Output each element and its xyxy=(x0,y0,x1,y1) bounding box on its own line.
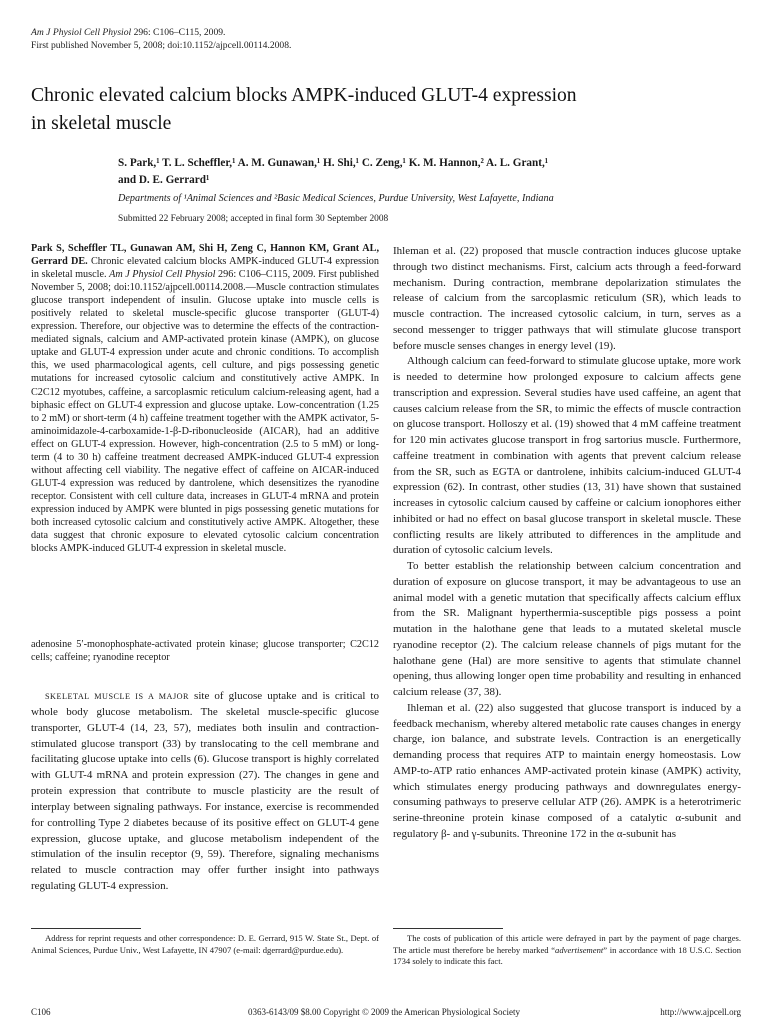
correspondence-text: Address for reprint requests and other correspondence: D. E. Gerrard, 915 W. State St., Dept. of Animal Sciences, Purdue Univ., West Lafayette, IN 47907 (e-mail: dgerrard@purdue.edu). xyxy=(31,933,379,955)
running-header xyxy=(31,26,291,52)
journal-name: Am J Physiol Cell Physiol xyxy=(31,27,132,38)
author-line-2: and D. E. Gerrard¹ xyxy=(118,174,210,186)
right-paragraph-3: To better establish the relationship between calcium concentration and duration of exposure on glucose transport, it may be advantageous to use an animal model with a genetic mutation that specifically affects calcium efflux from the SR. Malignant hyperthermia-susceptible pigs possess a point mutation in the halothane gene that leads to a mutated skeletal muscle ryanodine receptor (2). The calcium release channels of pigs mutant for the halothane gene (Hal) are more sensitive to agents that stimulate channel opening, thus allowing longer open time probability and resulting in enhanced calcium release (37, 38). xyxy=(393,560,741,698)
journal-url[interactable]: http://www.ajpcell.org xyxy=(660,1007,741,1017)
costs-text-2: ” in accordance with 18 U.S.C. Section 1734 solely to indicate this fact. xyxy=(393,944,741,967)
correspondence-footnote xyxy=(31,933,379,956)
abstract-authors: Park S, Scheffler TL, Gunawan AM, Shi H, Zeng C, Hannon KM, Grant AL, Gerrard DE. xyxy=(31,243,379,268)
author-list xyxy=(118,155,718,189)
right-column xyxy=(393,244,741,843)
right-paragraph-1: Ihleman et al. (22) proposed that muscle contraction induces glucose uptake through two distinct mechanisms. First, calcium acts through a feed-forward mechanism. During contraction, membrane depolarization stimulates the release of calcium from the sarcoplasmic reticulum (SR), which leads to muscle contraction. The increased cytosolic calcium, in turn, serves as a second messenger to trigger pathways that will stimulate glucose transport before muscle senses changes in energy level (19). xyxy=(393,245,741,352)
article-title xyxy=(31,82,721,138)
abstract-journal: Am J Physiol Cell Physiol xyxy=(109,269,216,281)
keywords xyxy=(31,638,379,665)
volume-pages: 296: C106–C115, 2009. xyxy=(131,27,226,38)
right-paragraph-4: Ihleman et al. (22) also suggested that glucose transport is induced by a feedback mechanism, whereby altered metabolic rate causes changes in energy charge, ion balance, and substrate levels. Contraction is an energetically demanding process that requires ATP to maintain energy homeostasis. Low AMP-to-ATP ratio enhances AMP-activated protein kinase (AMPK) activity, which stimulates energy producing pathways and downregulates energy-consuming pathways to preserve cellular ATP (26). AMPK is a heterotrimeric serine-threonine protein kinase composed of a catalytic α-subunit and regulatory β- and γ-subunits. Threonine 172 in the α-subunit has xyxy=(393,701,741,840)
author-line-1: S. Park,¹ T. L. Scheffler,¹ A. M. Gunawan,¹ H. Shi,¹ C. Zeng,¹ K. M. Hannon,² A. L. Grant,¹ xyxy=(118,157,549,169)
page-number: C106 xyxy=(31,1007,51,1017)
intro-text: site of glucose uptake and is critical to whole body glucose metabolism. The skeletal muscle-specific glucose transporter, GLUT-4 (14, 23, 57), mediates both insulin and contraction-stimulated glucose transport (33) by translocating to the cell membrane and facilitating glucose uptake into cells (6). Glucose transport is highly correlated with GLUT-4 mRNA and protein expression (27). The changes in gene and protein expression that contribute to muscle plasticity are the result of interplay between signaling pathways. For instance, exercise is recommended for controlling Type 2 diabetes because of its positive effect on GLUT-4 gene expression, glucose uptake, and glucose metabolism independent of the stimulation of the insulin receptor (9, 59). Therefore, signaling mechanisms related to muscle contraction may offer further insight into pathways regulating GLUT-4 expression. xyxy=(31,690,379,893)
journal-citation xyxy=(31,26,291,39)
copyright-line: 0363-6143/09 $8.00 Copyright © 2009 the American Physiological Society xyxy=(247,1007,521,1017)
footnote-divider-left xyxy=(31,928,141,929)
abstract xyxy=(31,242,379,555)
intro-smallcaps: SKELETAL MUSCLE IS A MAJOR xyxy=(45,692,190,701)
costs-advertisement: advertisement xyxy=(555,944,604,955)
costs-footnote xyxy=(393,933,741,968)
costs-text-1: The costs of publication of this article were defrayed in part by the payment of page charges. The article must therefore be hereby marked “ xyxy=(393,933,741,955)
affiliations: Departments of ¹Animal Sciences and ²Basic Medical Sciences, Purdue University, West Lafayette, Indiana xyxy=(118,193,554,204)
abstract-text-2: 296: C106–C115, 2009. First published November 5, 2008; doi:10.1152/ajpcell.00114.2008.—Muscle contraction stimulates glucose transport independent of insulin. Glucose uptake into muscle cells is positively related to skeletal muscle-specific glucose transporter (GLUT-4) expression. Therefore, our objective was to determine the effects of the contraction-mediated signals, calcium and AMP-activated protein kinase (AMPK), on glucose uptake and GLUT-4 expression under acute and chronic conditions. To accomplish this, we used pharmacological agents, cell culture, and pigs possessing genetic mutations for increased cytosolic calcium and constitutively active AMPK. In C2C12 myotubes, caffeine, a sarcoplasmic reticulum calcium-releasing agent, had a biphasic effect on GLUT-4 expression and glucose uptake. Low-concentration (1.25 to 2 mM) or short-term (4 h) caffeine treatment together with the AMPK activator, 5-aminoimidazole-4-carboxamide-1-β-D-ribonucleoside (AICAR), had an additive effect on GLUT-4 expression. However, high-concentration (2.5 to 5 mM) or long-term (4 to 30 h) caffeine treatment decreased AMPK-induced GLUT-4 expression without affecting cell viability. The negative effect of caffeine on AICAR-induced GLUT-4 expression was reduced by dantrolene, which desensitizes the ryanodine receptor. Consistent with cell culture data, increases in GLUT-4 mRNA and protein expression induced by AMPK were blunted in pigs possessing genetic mutations for both increased cytosolic calcium and constitutively active AMPK. Altogether, these data suggest that chronic exposure to elevated cytosolic calcium concentration blocks AMPK-induced GLUT-4 expression in skeletal muscle. xyxy=(31,269,379,555)
first-published-line: First published November 5, 2008; doi:10.1152/ajpcell.00114.2008. xyxy=(31,40,292,51)
footnote-divider-right xyxy=(393,928,503,929)
title-line-1: Chronic elevated calcium blocks AMPK-induced GLUT-4 expression xyxy=(31,85,577,106)
abstract-text-1: Chronic elevated calcium blocks AMPK-induced GLUT-4 expression in skeletal muscle. xyxy=(31,256,379,281)
introduction-left xyxy=(31,689,379,895)
right-paragraph-2: Although calcium can feed-forward to stimulate glucose uptake, more work is needed to determine how prolonged exposure to calcium affects gene transcription and expression. Several studies have used caffeine, an agent that causes calcium release from the SR, to mimic the effects of muscle contraction on glucose transport. Holloszy et al. (19) showed that 4 mM caffeine treatment for 120 min activates glucose transport in frog sartorius muscle. Furthermore, caffeine treatment in combination with agents that prevent calcium release from the SR, such as EGTA or dantrolene, inhibits calcium-induced GLUT-4 expression (62). In contrast, other studies (13, 31) have shown that sustained increases in cytosolic calcium caused by caffeine or calcium ionophores either inhibited or had no effect on basal glucose transport in skeletal muscle. These conflicting results are likely attributed to differences in the amplitude and duration of cytosolic calcium levels. xyxy=(393,355,741,557)
title-line-2: in skeletal muscle xyxy=(31,113,172,134)
submission-dates: Submitted 22 February 2008; accepted in final form 30 September 2008 xyxy=(118,214,389,224)
keywords-text: adenosine 5′-monophosphate-activated protein kinase; glucose transporter; C2C12 cells; caffeine; ryanodine receptor xyxy=(31,639,379,664)
